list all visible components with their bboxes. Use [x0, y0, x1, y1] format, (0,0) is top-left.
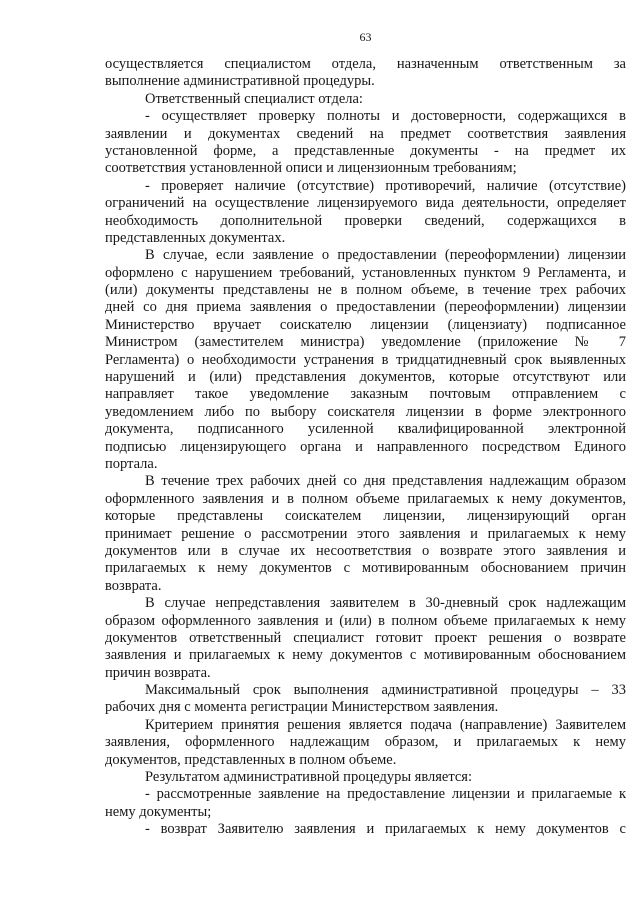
text-line: заявлении и документах сведений на предмет соответствия заявления	[105, 125, 626, 142]
text-line: дней со дня приема заявления о предоставлении (переоформлении) лицензии	[105, 299, 626, 316]
text-line: прилагаемых к нему документов с мотивированным обоснованием причин	[105, 560, 626, 577]
paragraph	[105, 108, 626, 178]
text-line: необходимость дополнительной проверки сведений, содержащихся в	[105, 212, 626, 229]
text-line: Министром (заместителем министра) уведомление (приложение № 7	[105, 334, 626, 351]
text-line: оформленного заявления и в полном объеме прилагаемых к нему документов,	[105, 490, 626, 507]
text-line: Максимальный срок выполнения административной процедуры – 33	[145, 682, 626, 699]
text-line: направляет такое уведомление заказным почтовым отправлением с	[105, 386, 626, 403]
body-text	[105, 56, 626, 839]
text-line: осуществляется специалистом отдела, назначенным ответственным за	[105, 56, 626, 72]
text-line: причин возврата.	[105, 664, 211, 681]
text-line: документов ответственный специалист готовит проект решения о возврате	[105, 629, 626, 646]
paragraph	[105, 821, 626, 838]
paragraph	[105, 247, 626, 473]
text-line: представленных документах.	[105, 229, 286, 246]
text-line: Результатом административной процедуры является:	[145, 769, 473, 786]
text-line: Ответственный специалист отдела:	[145, 90, 363, 107]
text-line: Министерство вручает соискателю лицензии (лицензиату) подписанное	[105, 316, 626, 333]
text-line: Регламента) о необходимости устранения в тридцатидневный срок выявленных	[105, 351, 626, 368]
paragraph	[105, 786, 626, 821]
text-line: (или) документы представлены не в полном объеме, в течение трех рабочих	[105, 282, 626, 299]
paragraph	[105, 769, 626, 786]
text-line: установленной форме, а представленные документы - на предмет их	[105, 142, 626, 159]
text-line: уведомлением либо по выбору соискателя лицензии в форме электронного	[105, 403, 626, 420]
text-line: которые представлены соискателем лицензии, лицензирующий орган	[105, 508, 626, 525]
text-line: образом оформленного заявления и (или) в полном объеме прилагаемых к нему	[105, 612, 626, 629]
text-line: заявления и прилагаемых к нему документов с мотивированным обоснованием	[105, 647, 626, 664]
text-line: - рассмотренные заявление на предоставление лицензии и прилагаемые к	[145, 786, 626, 803]
text-line: документов или в случае их несоответствия о возврате этого заявления и	[105, 542, 626, 559]
text-line: оформлено с нарушением требований, установленных пунктом 9 Регламента, и	[105, 264, 626, 281]
text-line: подписью лицензирующего органа и направленного посредством Единого	[105, 438, 626, 455]
text-line: документа, подписанного усиленной квалифицированной электронной	[105, 421, 626, 438]
text-line: В течение трех рабочих дней со дня представления надлежащим образом	[145, 473, 626, 490]
text-line: документов, представленных в полном объеме.	[105, 751, 397, 768]
text-line: нарушений и (или) представления документов, которые отсутствуют или	[105, 369, 626, 386]
text-line: нему документы;	[105, 803, 212, 820]
paragraph	[105, 717, 626, 769]
paragraph	[105, 682, 626, 717]
paragraph	[105, 91, 626, 108]
paragraph	[105, 473, 626, 595]
text-line: В случае непредставления заявителем в 30-дневный срок надлежащим	[145, 595, 626, 612]
text-line: возврата.	[105, 577, 162, 594]
text-line: - осуществляет проверку полноты и достоверности, содержащихся в	[145, 108, 626, 125]
text-line: заявления, оформленного надлежащим образом, и прилагаемых к нему	[105, 734, 626, 751]
text-line: Критерием принятия решения является подача (направление) Заявителем	[145, 716, 626, 733]
text-line: - проверяет наличие (отсутствие) противоречий, наличие (отсутствие)	[145, 177, 626, 194]
text-line: ограничений на осуществление лицензируемого вида деятельности, определяет	[105, 195, 626, 212]
text-line: принимает решение о рассмотрении этого заявления и прилагаемых к нему	[105, 525, 626, 542]
text-line: - возврат Заявителю заявления и прилагаемых к нему документов с	[145, 821, 626, 838]
page-number: 63	[359, 30, 372, 44]
text-line: выполнение административной процедуры.	[105, 73, 375, 90]
text-line: портала.	[105, 455, 158, 472]
paragraph	[105, 178, 626, 248]
text-line: соответствия установленной описи и лицензионным требованиям;	[105, 160, 517, 177]
text-line: В случае, если заявление о предоставлении (переоформлении) лицензии	[145, 247, 626, 264]
paragraph	[105, 595, 626, 682]
paragraph	[105, 56, 626, 91]
text-line: рабочих дня с момента регистрации Министерством заявления.	[105, 699, 499, 716]
